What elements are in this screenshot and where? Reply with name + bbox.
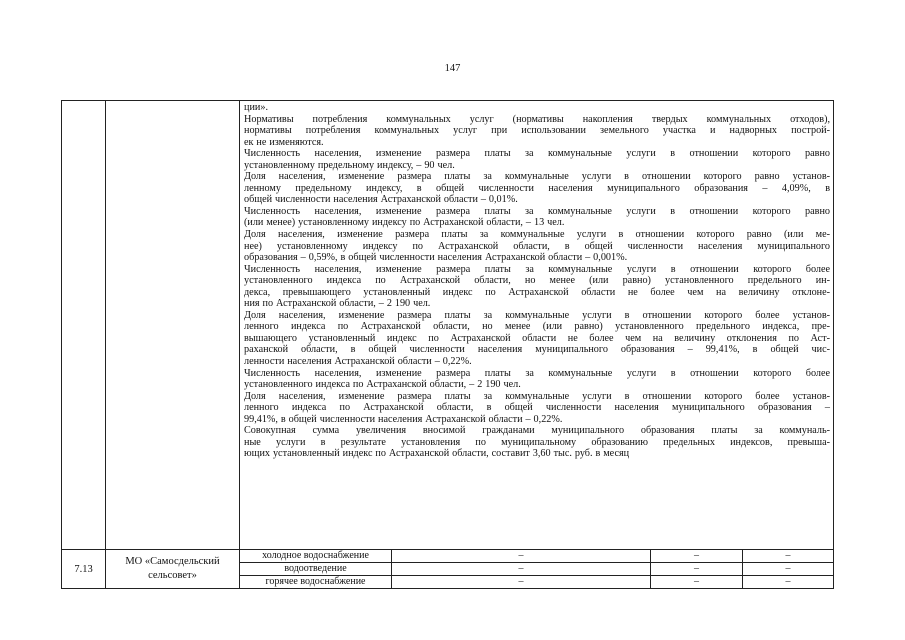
text-line: нормативы потребления коммунальных услуг при использовании земельного участка и надворных построй- — [244, 125, 831, 137]
page-number: 147 — [444, 63, 461, 74]
service-value: – — [743, 576, 834, 589]
text-line: Нормативы потребления коммунальных услуг (нормативы накопления твердых коммунальных отходов), — [244, 113, 831, 125]
service-value: – — [392, 563, 651, 576]
text-line: Доля населения, изменение размера платы за коммунальные услуги в отношении которого равно установ- — [244, 171, 831, 183]
service-value: – — [651, 563, 743, 576]
text-line: общей численности населения Астраханской области – 0,01%. — [244, 194, 518, 206]
text-line: Численность населения, изменение размера платы за коммунальные услуги в отношении которого равно — [244, 148, 831, 160]
service-value: – — [651, 576, 743, 589]
text-line: установленного индекса по Астраханской области, но менее (или равно) установленного предельного ин- — [244, 275, 831, 287]
text-line: установленному предельному индексу, – 90 чел. — [244, 159, 455, 171]
text-line: Доля населения, изменение размера платы за коммунальные услуги в отношении которого более установ- — [244, 390, 831, 402]
text-line: Численность населения, изменение размера платы за коммунальные услуги в отношении которого равно — [244, 205, 831, 217]
service-value: – — [392, 576, 651, 589]
text-line: вышающего установленный индекс по Астраханской области не более чем на величину отклонения по Аст- — [244, 332, 831, 344]
continuation-row — [62, 101, 834, 550]
text-line: (или менее) установленному индексу по Астраханской области, – 13 чел. — [244, 217, 565, 229]
municipality-name-line1: МО «Самосдельский — [125, 556, 220, 567]
document-table — [61, 100, 834, 589]
row-number: 7.13 — [62, 550, 106, 589]
service-value: – — [743, 550, 834, 563]
text-line: Доля населения, изменение размера платы за коммунальные услуги в отношении которого более установ- — [244, 309, 831, 321]
empty-mo-cell — [106, 101, 240, 550]
text-line: нее) установленному индексу по Астраханской области, в общей численности населения муниципального — [244, 240, 831, 252]
empty-number-cell — [62, 101, 106, 550]
municipality-name — [106, 550, 240, 589]
text-line: установленного индекса по Астраханской области, – 2 190 чел. — [244, 379, 521, 391]
text-line: Численность населения, изменение размера платы за коммунальные услуги в отношении которого более — [244, 263, 831, 275]
service-value: – — [392, 550, 651, 563]
text-line: Численность населения, изменение размера платы за коммунальные услуги в отношении которого более — [244, 367, 831, 379]
text-line: Совокупная сумма увеличения вносимой гражданами муниципального образования платы за коммуналь- — [244, 425, 831, 437]
text-line: образования – 0,59%, в общей численности населения Астраханской области – 0,001%. — [244, 252, 628, 264]
municipality-name-line2: сельсовет» — [148, 570, 197, 581]
continuation-text-cell — [240, 101, 834, 550]
text-line: ленности населения Астраханской области – 0,22%. — [244, 356, 472, 368]
text-line: ленного индекса по Астраханской области, в общей численности населения муниципального образования – — [244, 402, 831, 414]
text-line: 99,41%, в общей численности населения Астраханской области – 0,22%. — [244, 413, 563, 425]
text-line: ющих установленный индекс по Астраханской области, составит 3,60 тыс. руб. в месяц — [244, 448, 630, 460]
service-value: – — [743, 563, 834, 576]
service-name: холодное водоснабжение — [240, 550, 392, 563]
text-line: ленного индекса по Астраханской области, но менее (или равно) установленного предельного индекса, пре- — [244, 321, 831, 333]
text-line: декса, превышающего установленный индекс по Астраханской области не более чем на величину отклоне- — [244, 286, 831, 298]
text-line: ек не изменяются. — [244, 136, 324, 148]
table-row — [62, 550, 834, 563]
service-value: – — [651, 550, 743, 563]
text-line: ции». — [244, 102, 268, 113]
text-line: ленному предельному индексу, в общей численности населения муниципального образования – 4,09%, в — [244, 182, 831, 194]
service-name: горячее водоснабжение — [240, 576, 392, 589]
text-line: ния по Астраханской области, – 2 190 чел. — [244, 298, 431, 310]
text-line: ные услуги в результате установления по муниципальному образованию предельных индексов, превыша- — [244, 436, 831, 448]
text-line: раханской области, в общей численности населения муниципального образования – 99,41%, в общей чис- — [244, 344, 831, 356]
service-name: водоотведение — [240, 563, 392, 576]
text-line: Доля населения, изменение размера платы за коммунальные услуги в отношении которого равно (или ме- — [244, 229, 831, 241]
